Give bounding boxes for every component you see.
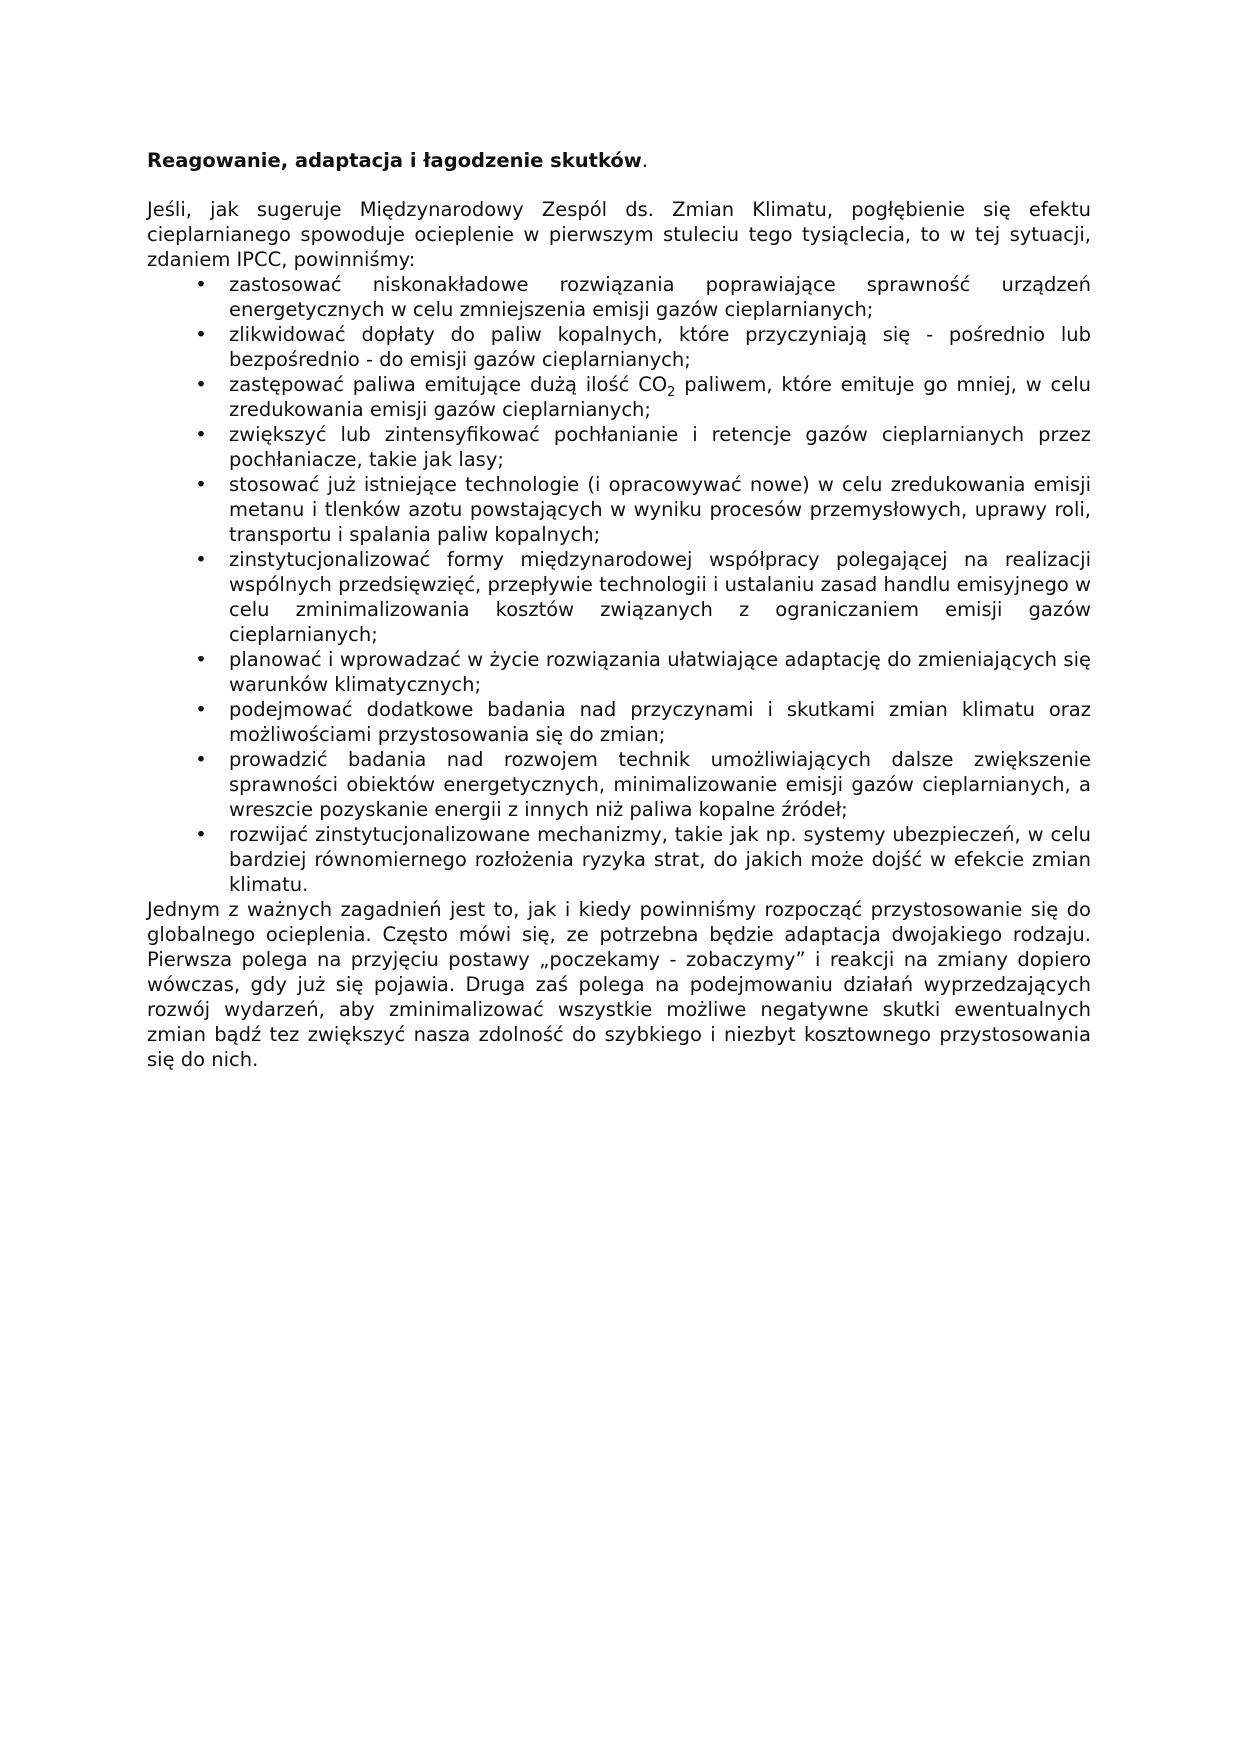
list-item-text: stosować już istniejące technologie (i opracowywać nowe) w celu zredukowania emisji metanu i tlenków azotu powstających w wyniku procesów przemysłowych, uprawy roli, transportu i spalania paliw kopalnych;	[229, 473, 1091, 546]
document-title	[147, 148, 1091, 173]
list-item	[147, 697, 1091, 747]
bullet-icon: •	[195, 548, 207, 571]
bullet-icon: •	[195, 373, 207, 396]
recommendations-list	[147, 272, 1091, 897]
bullet-icon: •	[195, 473, 207, 496]
bullet-icon: •	[195, 648, 207, 671]
bullet-icon: •	[195, 698, 207, 721]
title-tail-text: .	[641, 149, 648, 172]
list-item-text: paliwem, które emituje go mniej, w celu zredukowania emisji gazów cieplarnianych;	[229, 373, 1091, 421]
list-item	[147, 547, 1091, 647]
title-bold-text: Reagowanie, adaptacja i łagodzenie skutków	[147, 149, 642, 172]
intro-paragraph: Jeśli, jak sugeruje Międzynarodowy Zespól ds. Zmian Klimatu, pogłębienie się efektu cieplarnianego spowoduje ocieplenie w pierwszym stuleciu tego tysiąclecia, to w tej sytuacji, zdaniem IPCC, powinniśmy:	[147, 198, 1091, 271]
list-item-text: zastępować paliwa emitujące dużą ilość CO	[229, 373, 668, 396]
list-item-text: planować i wprowadzać w życie rozwiązania ułatwiające adaptację do zmieniających się warunków klimatycznych;	[229, 648, 1091, 696]
list-item	[147, 372, 1091, 422]
list-item	[147, 747, 1091, 822]
list-item	[147, 272, 1091, 322]
closing-paragraph: Jednym z ważnych zagadnień jest to, jak i kiedy powinniśmy rozpocząć przystosowanie się do globalnego ocieplenia. Często mówi się, ze potrzebna będzie adaptacja dwojakiego rodzaju. Pierwsza polega na przyjęciu postawy „poczekamy - zobaczymy” i reakcji na zmiany dopiero wówczas, gdy już się pojawia. Druga zaś polega na podejmowaniu działań wyprzedzających rozwój wydarzeń, aby zminimalizować wszystkie możliwe negatywne skutki ewentualnych zmian bądź tez zwiększyć nasza zdolność do szybkiego i niezbyt kosztownego przystosowania się do nich.	[147, 898, 1091, 1071]
list-item	[147, 422, 1091, 472]
list-item	[147, 472, 1091, 547]
list-item-text: rozwijać zinstytucjonalizowane mechanizmy, takie jak np. systemy ubezpieczeń, w celu bardziej równomiernego rozłożenia ryzyka strat, do jakich może dojść w efekcie zmian klimatu.	[229, 823, 1091, 896]
bullet-icon: •	[195, 748, 207, 771]
list-item-text: podejmować dodatkowe badania nad przyczynami i skutkami zmian klimatu oraz możliwościami przystosowania się do zmian;	[229, 698, 1091, 746]
list-item-text: zlikwidować dopłaty do paliw kopalnych, które przyczyniają się - pośrednio lub bezpośrednio - do emisji gazów cieplarnianych;	[229, 323, 1091, 371]
document-body	[147, 148, 1091, 1072]
list-item-text: zinstytucjonalizować formy międzynarodowej współpracy polegającej na realizacji wspólnych przedsięwzięć, przepływie technologii i ustalaniu zasad handlu emisyjnego w celu zminimalizowania kosztów związanych z ograniczaniem emisji gazów cieplarnianych;	[229, 548, 1091, 646]
bullet-icon: •	[195, 423, 207, 446]
list-item-text: zwiększyć lub zintensyfikować pochłanianie i retencje gazów cieplarnianych przez pochłaniacze, takie jak lasy;	[229, 423, 1091, 471]
list-item	[147, 822, 1091, 897]
list-item-text: zastosować niskonakładowe rozwiązania poprawiające sprawność urządzeń energetycznych w celu zmniejszenia emisji gazów cieplarnianych;	[229, 273, 1091, 321]
list-item-text: prowadzić badania nad rozwojem technik umożliwiających dalsze zwiększenie sprawności obiektów energetycznych, minimalizowanie emisji gazów cieplarnianych, a wreszcie pozyskanie energii z innych niż paliwa kopalne źródeł;	[229, 748, 1091, 821]
list-item	[147, 647, 1091, 697]
subscript: 2	[667, 384, 676, 400]
bullet-icon: •	[195, 823, 207, 846]
list-item	[147, 322, 1091, 372]
bullet-icon: •	[195, 323, 207, 346]
bullet-icon: •	[195, 273, 207, 296]
